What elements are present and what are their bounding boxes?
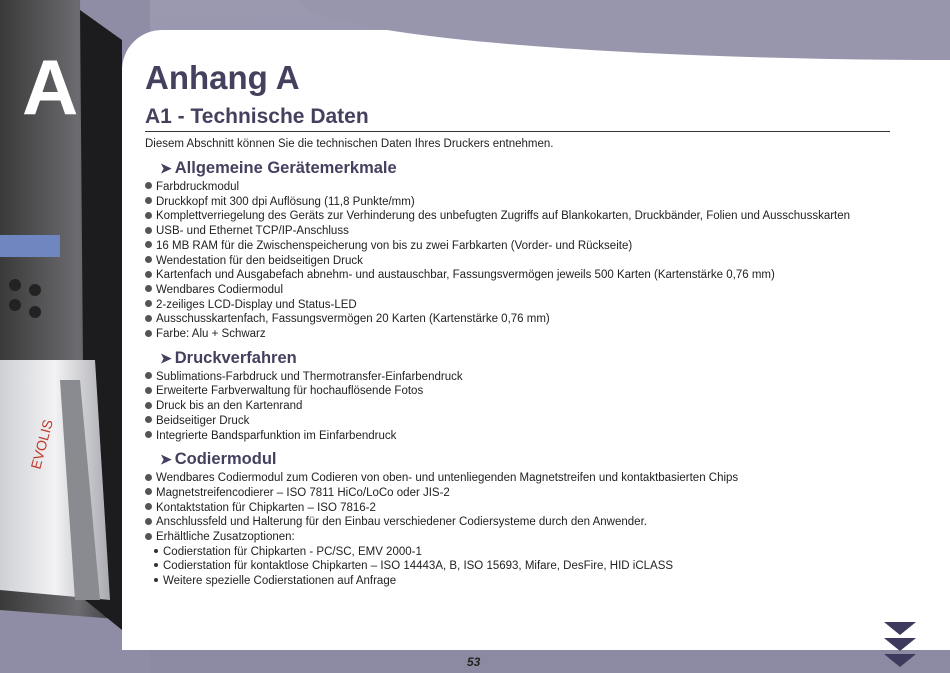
list-item: Magnetstreifencodierer – ISO 7811 HiCo/LoCo oder JIS-2 bbox=[145, 486, 890, 501]
bullet-icon bbox=[145, 256, 152, 263]
bullet-icon bbox=[145, 271, 152, 278]
arrow-icon: ➤ bbox=[160, 349, 172, 366]
svg-text:EVOLIS: EVOLIS bbox=[27, 417, 56, 471]
intro-text: Diesem Abschnitt können Sie die technischen Daten Ihres Druckers entnehmen. bbox=[145, 138, 554, 150]
appendix-letter: A bbox=[22, 43, 79, 131]
bullet-icon bbox=[145, 431, 152, 438]
list-subitem: Weitere spezielle Codierstationen auf Anfrage bbox=[145, 574, 890, 589]
bullet-icon bbox=[145, 212, 152, 219]
list-item: Anschlussfeld und Halterung für den Einbau verschiedener Codiersysteme durch den Anwender. bbox=[145, 515, 890, 530]
bullet-icon bbox=[145, 285, 152, 292]
bullet-icon bbox=[145, 518, 152, 525]
section-heading-printing: ➤ Druckverfahren bbox=[160, 348, 297, 367]
list-item: Druck bis an den Kartenrand bbox=[145, 399, 890, 414]
section-heading-encoding: ➤ Codiermodul bbox=[160, 450, 277, 469]
list-item: 2-zeiliges LCD-Display und Status-LED bbox=[145, 298, 890, 313]
list-item: Integrierte Bandsparfunktion im Einfarbendruck bbox=[145, 429, 890, 444]
bullet-icon bbox=[145, 241, 152, 248]
page-title: Anhang A bbox=[145, 59, 300, 96]
list-printing bbox=[145, 370, 890, 444]
list-item: Beidseitiger Druck bbox=[145, 414, 890, 429]
list-item: Erhältliche Zusatzoptionen: bbox=[145, 530, 890, 545]
list-item: Wendbares Codiermodul bbox=[145, 283, 890, 298]
list-item: Komplettverriegelung des Geräts zur Verhinderung des unbefugten Zugriffs auf Blankokarten, Druckbänder, Folien und Ausschusskarten bbox=[145, 209, 890, 224]
bullet-icon bbox=[145, 533, 152, 540]
list-item: Druckkopf mit 300 dpi Auflösung (11,8 Punkte/mm) bbox=[145, 195, 890, 210]
section-heading-general: ➤ Allgemeine Gerätemerkmale bbox=[160, 159, 397, 177]
bullet-icon bbox=[154, 549, 158, 553]
bullet-icon bbox=[145, 372, 152, 379]
bullet-icon bbox=[145, 416, 152, 423]
list-item: Wendbares Codiermodul zum Codieren von oben- und untenliegenden Magnetstreifen und kontaktbasierten Chips bbox=[145, 471, 890, 486]
list-item: Farbdruckmodul bbox=[145, 180, 890, 195]
arrow-icon: ➤ bbox=[160, 160, 172, 176]
arrow-icon: ➤ bbox=[160, 451, 172, 468]
bullet-icon bbox=[145, 182, 152, 189]
list-item: Kontaktstation für Chipkarten – ISO 7816-2 bbox=[145, 501, 890, 516]
bullet-icon bbox=[145, 315, 152, 322]
list-item: USB- und Ethernet TCP/IP-Anschluss bbox=[145, 224, 890, 239]
list-item: Wendestation für den beidseitigen Druck bbox=[145, 254, 890, 269]
list-item: Farbe: Alu + Schwarz bbox=[145, 327, 890, 342]
bullet-icon bbox=[145, 300, 152, 307]
list-subitem: Codierstation für Chipkarten - PC/SC, EMV 2000-1 bbox=[145, 545, 890, 560]
bullet-icon bbox=[145, 488, 152, 495]
bullet-icon bbox=[145, 197, 152, 204]
bullet-icon bbox=[145, 503, 152, 510]
bullet-icon bbox=[154, 563, 158, 567]
list-item: Erweiterte Farbverwaltung für hochauflösende Fotos bbox=[145, 384, 890, 399]
list-item: Sublimations-Farbdruck und Thermotransfer-Einfarbendruck bbox=[145, 370, 890, 385]
bullet-icon bbox=[154, 578, 158, 582]
list-encoding bbox=[145, 471, 890, 589]
bullet-icon bbox=[145, 474, 152, 481]
next-page-chevrons-icon[interactable] bbox=[884, 622, 918, 670]
bullet-icon bbox=[145, 227, 152, 234]
section-title: A1 - Technische Daten bbox=[145, 104, 890, 132]
list-general bbox=[145, 180, 890, 342]
bullet-icon bbox=[145, 330, 152, 337]
bullet-icon bbox=[145, 402, 152, 409]
list-subitem: Codierstation für kontaktlose Chipkarten – ISO 14443A, B, ISO 15693, Mifare, DesFire, HID iCLASS bbox=[145, 559, 890, 574]
document-body bbox=[145, 58, 890, 589]
list-item: Ausschusskartenfach, Fassungsvermögen 20 Karten (Kartenstärke 0,76 mm) bbox=[145, 312, 890, 327]
page-number: 53 bbox=[467, 655, 481, 669]
list-item: Kartenfach und Ausgabefach abnehm- und austauschbar, Fassungsvermögen jeweils 500 Karten (Kartenstärke 0,76 mm) bbox=[145, 268, 890, 283]
bullet-icon bbox=[145, 387, 152, 394]
list-item: 16 MB RAM für die Zwischenspeicherung von bis zu zwei Farbkarten (Vorder- und Rückseite) bbox=[145, 239, 890, 254]
